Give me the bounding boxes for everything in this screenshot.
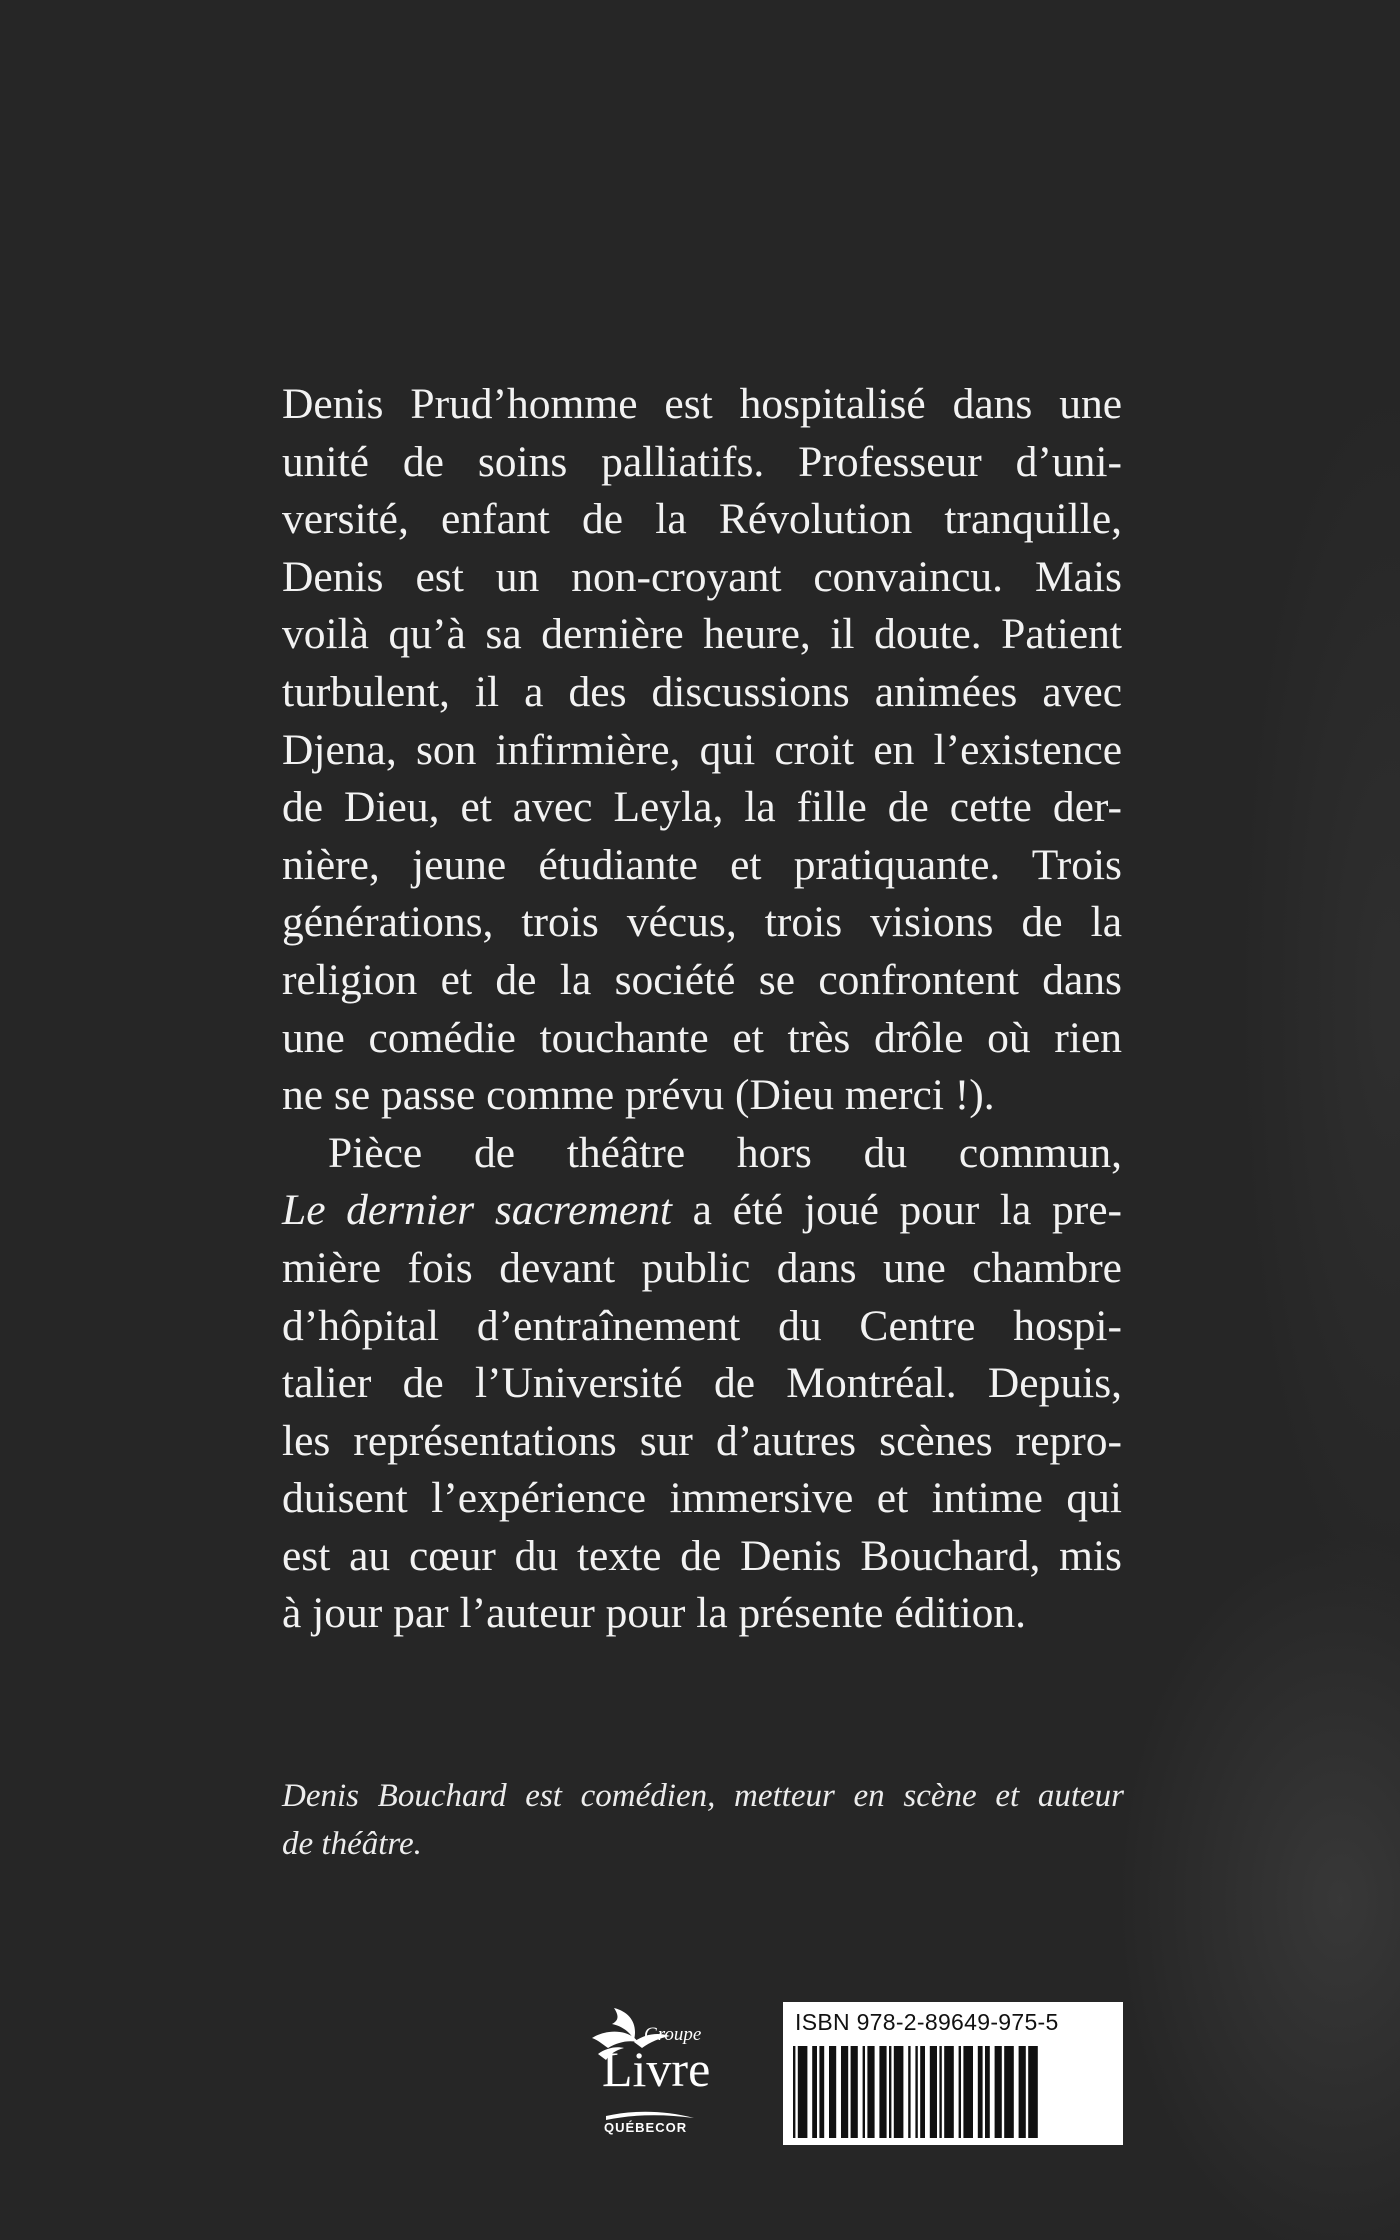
- blurb-line: ne se passe comme prévu (Dieu merci !).: [282, 1071, 995, 1120]
- blurb-line: à jour par l’auteur pour la présente édition.: [282, 1589, 1027, 1638]
- barcode-bar: [963, 2046, 973, 2138]
- barcode-bar: [930, 2046, 937, 2138]
- barcode-bar: [1028, 2046, 1038, 2138]
- barcode-bar: [894, 2046, 904, 2138]
- barcode-bar: [995, 2046, 1002, 2138]
- blurb-line: est au cœur du texte de Denis Bouchard, mis: [282, 1531, 1122, 1580]
- blurb-line: d’hôpital d’entraînement du Centre hospi-: [282, 1301, 1122, 1350]
- barcode-bar: [851, 2046, 858, 2138]
- barcode-bar: [985, 2046, 990, 2138]
- blurb-line: religion et de la société se confrontent dans: [282, 955, 1122, 1004]
- isbn-label: ISBN 978-2-89649-975-5: [795, 2009, 1059, 2035]
- barcode-bar: [812, 2046, 817, 2138]
- barcode-bar: [793, 2046, 795, 2138]
- barcode-box: [783, 2002, 1123, 2145]
- blurb-line: versité, enfant de la Révolution tranquille,: [282, 495, 1122, 544]
- author-note: [282, 1772, 1124, 1868]
- barcode-bar: [829, 2046, 836, 2138]
- barcode-bar: [889, 2046, 891, 2138]
- barcode-bar: [1019, 2046, 1026, 2138]
- blurb-line: unité de soins palliatifs. Professeur d’uni-: [282, 437, 1122, 486]
- book-title: Le dernier sacrement: [282, 1186, 673, 1235]
- barcode-bar: [819, 2046, 824, 2138]
- blurb-line: voilà qu’à sa dernière heure, il doute. Patient: [282, 610, 1122, 659]
- barcode-bar: [867, 2046, 874, 2138]
- publisher-logo: [572, 2002, 742, 2152]
- barcode-bar: [879, 2046, 886, 2138]
- barcode-bar: [1004, 2046, 1014, 2138]
- blurb-line: les représentations sur d’autres scènes repro-: [282, 1416, 1122, 1465]
- barcode-bar: [798, 2046, 808, 2138]
- blurb-line: mière fois devant public dans une chambre: [282, 1243, 1122, 1292]
- blurb-paragraph-1: [282, 376, 1122, 1125]
- barcode-bar: [908, 2046, 910, 2138]
- logo-groupe-text: Groupe: [644, 2024, 702, 2045]
- blurb-line-with-title: [282, 1182, 1122, 1240]
- barcode-bar: [863, 2046, 865, 2138]
- logo-quebecor-text: QUÉBECOR: [604, 2120, 688, 2135]
- blurb-line: une comédie touchante et très drôle où rien: [282, 1013, 1122, 1062]
- blurb-paragraph-2: [282, 1125, 1122, 1643]
- barcode-bar: [959, 2046, 961, 2138]
- logo-livre-text: Livre: [602, 2041, 711, 2097]
- barcode-icon: [789, 2046, 1117, 2138]
- barcode-bar: [939, 2046, 941, 2138]
- blurb-line: Djena, son infirmière, qui croit en l’existence: [282, 725, 1122, 774]
- blurb-line: générations, trois vécus, trois visions de la: [282, 898, 1122, 947]
- barcode-bar: [978, 2046, 983, 2138]
- blurb-line: Pièce de théâtre hors du commun,: [328, 1128, 1122, 1177]
- author-note-line: de théâtre.: [282, 1826, 422, 1862]
- blurb: [282, 376, 1122, 1643]
- blurb-line: talier de l’Université de Montréal. Depuis,: [282, 1359, 1122, 1408]
- barcode-bar: [944, 2046, 954, 2138]
- blurb-line: Denis est un non-croyant convaincu. Mais: [282, 552, 1122, 601]
- blurb-line: turbulent, il a des discussions animées avec: [282, 667, 1122, 716]
- barcode-bar: [920, 2046, 925, 2138]
- blurb-line: de Dieu, et avec Leyla, la fille de cette der-: [282, 783, 1122, 832]
- blurb-text: a été joué pour la pre-: [672, 1186, 1122, 1235]
- barcode-bar: [915, 2046, 917, 2138]
- barcode-bar: [841, 2046, 848, 2138]
- blurb-line: Denis Prud’homme est hospitalisé dans une: [282, 380, 1122, 428]
- author-note-line: Denis Bouchard est comédien, metteur en scène et auteur: [282, 1778, 1124, 1814]
- blurb-line: duisent l’expérience immersive et intime qui: [282, 1474, 1122, 1523]
- blurb-line: nière, jeune étudiante et pratiquante. Trois: [282, 840, 1122, 889]
